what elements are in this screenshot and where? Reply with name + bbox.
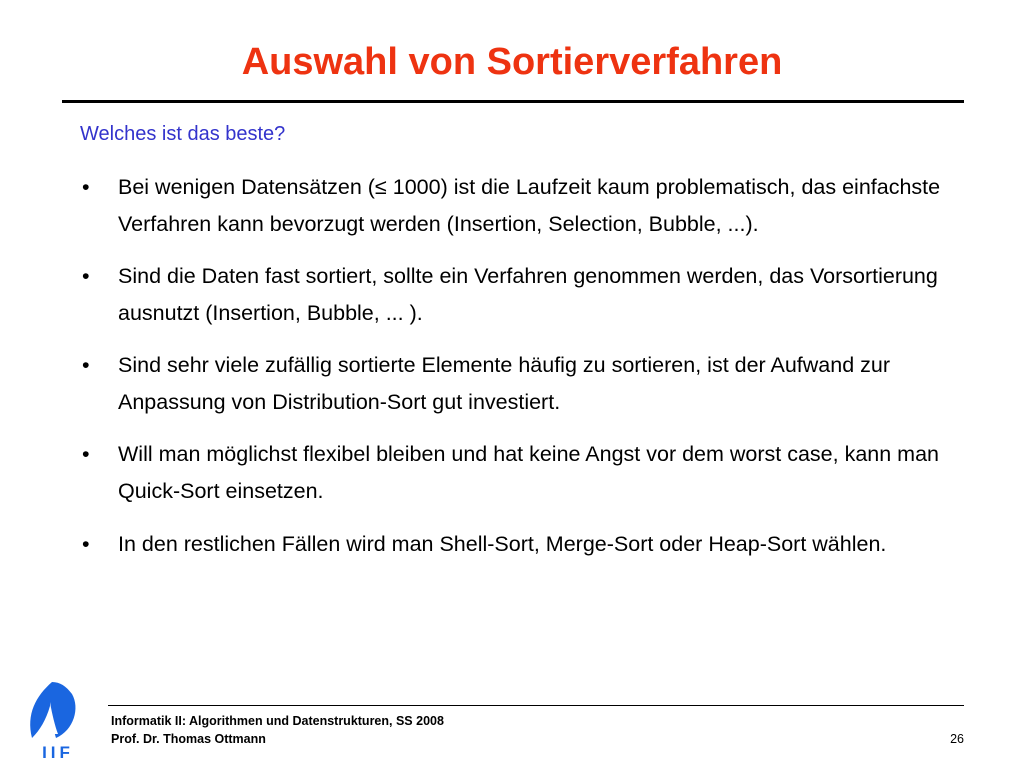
footer-course: Informatik II: Algorithmen und Datenstrukturen, SS 2008	[111, 714, 444, 728]
bullet-item	[80, 258, 960, 332]
logo-text: IIF	[42, 743, 74, 760]
bullet-text: Will man möglichst flexibel bleiben und hat keine Angst vor dem worst case, kann man Quick-Sort einsetzen.	[118, 442, 939, 503]
bullet-item	[80, 436, 960, 510]
bullet-list	[80, 169, 960, 587]
bullet-item	[80, 169, 960, 243]
title-divider	[62, 100, 964, 103]
bullet-text: In den restlichen Fällen wird man Shell-Sort, Merge-Sort oder Heap-Sort wählen.	[118, 532, 887, 556]
slide-question: Welches ist das beste?	[80, 123, 286, 145]
page-number: 26	[950, 732, 964, 746]
bullet-marker: •	[82, 532, 90, 556]
bullet-text: Sind die Daten fast sortiert, sollte ein Verfahren genommen werden, das Vorsortierung ausnutzt (Insertion, Bubble, ... ).	[118, 264, 938, 325]
bullet-marker: •	[82, 264, 90, 288]
bullet-text: Sind sehr viele zufällig sortierte Elemente häufig zu sortieren, ist der Aufwand zur Anpassung von Distribution-Sort gut investiert.	[118, 353, 891, 414]
bullet-text: Bei wenigen Datensätzen (≤ 1000) ist die Laufzeit kaum problematisch, das einfachste Verfahren kann bevorzugt werden (Insertion, Selection, Bubble, ...).	[118, 175, 941, 236]
bullet-item	[80, 516, 960, 572]
iif-logo	[22, 680, 94, 760]
footer-professor: Prof. Dr. Thomas Ottmann	[111, 732, 266, 746]
footer-divider	[108, 705, 964, 706]
bullet-marker: •	[82, 353, 90, 377]
bullet-item	[80, 347, 960, 421]
bullet-marker: •	[82, 442, 90, 466]
slide-title: Auswahl von Sortierverfahren	[241, 41, 783, 83]
bullet-marker: •	[82, 175, 90, 199]
